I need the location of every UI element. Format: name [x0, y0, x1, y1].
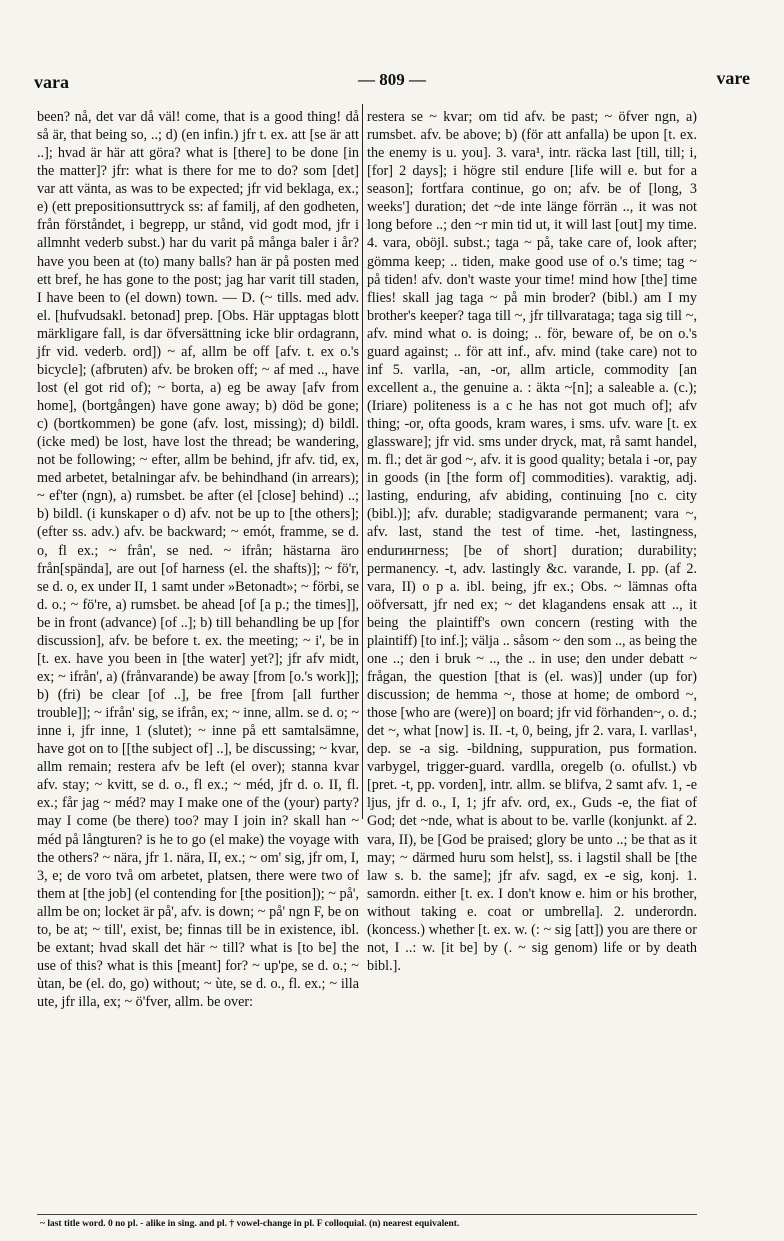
- right-column-text: restera se ~ kvar; om tid afv. be past; ~ öfver ngn, a) rumsbet. afv. be above; b) (för att anfalla) be upon [t. ex. the enemy is u. you]. 3. vara¹, intr. räcka last [till, till; i, [for] 2 days]; i högre stil endure [life will e. but for a season]; fortfara continue, go on; afv. be of [long, 3 weeks'] duration; det ~de inte länge förrän .., it was not long before ..; den ~r min tid ut, it will last [out] my time. 4. vara, oböjl. subst.; taga ~ på, take care of, look after; gömma keep; .. tiden, make good use of o.'s time; tag ~ på tiden! afv. don't waste your time! mind how [the] time flies! skall jag taga ~ på min broder? (bibl.) am I my brother's keeper? taga till ~, jfr tillvarataga; taga sig till ~, afv. mind what o. is doing; .. för, beware of, be on o.'s guard against; .. för att inf., afv. mind (take care) not to inf 5. varlla, -an, -or, allm article, commodity [an excellent a., the genuine a. : äkta ~[n]; a saleable a. (c.); (Iriare) politeness is a c he has not got much of]; afv thing; -or, ofta goods, kram wares, i sms. ufv. ware [t. ex glassware]; jfr vid. sms under dryck, mat, rå samt handel, m. fl.; det är god ~, afv. it is good quality; betala i -or, pay in goods (in [the form of] commodities). varaktig, adj. lasting, enduring, afv abiding, continuing [no c. city (bibl.)]; afv. durable; stadigvarande permanent; vara ~, afv. last, stand the test of time. -het, lastingness, endurингness; [be of short] duration; durability; permanency. -t, adv. lastingly &c. varande, I. pp. (af 2. vara, II) o p a. ibl. being, jfr ex.; Obs. ~ lämnas ofta oöfversatt, jfr ned ex; ~ det klagandens ensak att .., it being the plaintiff's own concern (resting with the plaintiff) [to inf.]; välja .. såsom ~ den som .., as being the one ..; den i bruk ~ .., the .. in use; den under debatt ~ frågan, the question [that is (el. was)] under (up for) discussion; de hemma ~, those at home; de ombord ~, those [who are (were)] on board; jfr vid förhanden~, o. d.; det ~, what [now] is. II. -t, 0, being, jfr 2. vara, I. varllas¹, dep. se -a sig. -bildning, suppuration, pus formation. varbygel, trigger-guard. vardlla, oregelb (o. ofullst.) vb [pret. -t, pp. vorden], intr. allm. se blifva, 2 samt afv. 1, -e ljus, jfr d. o., I, 1; jfr afv. ord, ex., Guds -e, the fiat of God; det ~nde, what is about to be. varlle (konjunkt. af 2. vara, II), be [God be praised; glory be unto ..; be that as it may; ~ därmed huru som helst], ss. i lagstil shall be [the law s. b. the same]; jfr afv. sagd, ex -e sig, konj. 1. samordn. either [t. ex. I don't know e. him or his brother, without taking e. coat or umbrella]. 2. underordn. (koncess.) whether [t. ex. w. (: ~ sig [att]) you are there or not, I ..: w. [it be] by (. ~ sig genom) life or by death bibl.].: [367, 109, 697, 974]
- header-right-word: vare: [716, 68, 750, 88]
- left-column: [37, 108, 359, 1011]
- right-column: [367, 108, 697, 975]
- page-header: [34, 64, 750, 92]
- abbreviation-legend: ~ last title word. 0 no pl. - alike in sing. and pl. † vowel-change in pl. F colloquial. (n) nearest equivalent.: [40, 1219, 460, 1229]
- footer-divider: [37, 1214, 697, 1215]
- left-column-text: been? nå, det var då väl! come, that is a good thing! då så är, that being so, ..; d) (en infin.) jfr t. ex. att [se är att ..]; hvad är här att göra? what is [there] to be done [in the matter]? jfr: what is there for me to do? som [det] var att vänta, as was to be expected; jfr vid beklaga, ex.; e) (ett prepositionsuttryck ss: af familj, af den godheten, från förståndet, i begrepp, ur stånd, vid godt mod, jfr i allmnht vederb subst.) har du varit på många baler i år? have you been at (to) many balls? han är på posten med ett bref, he has gone to the post; jag har varit till staden, I have been to (el down) town. — D. (~ tills. med adv. el. [hufvudsakl. betonad] prep. [Obs. Här upptagas blott märkligare fall, is dar öfversättning icke blir ordagrann, jfr vid. vederb. ord]) ~ af, allm be off [afv. t. ex o.'s bicycle]; (afbruten) afv. be broken off; ~ af med .., have lost (el got rid of); ~ borta, a) eg be away [afv from home], (bortgången) have gone away; b) död be gone; c) (bortkommen) be gone (afv. lost, missing); d) bildl. (icke med) be lost, have lost the thread; be wandering, not be following; ~ efter, allm be behind, jfr afv. tid, ex, med arbetet, betalningar afv. be behindhand (in arrears); ~ ef'ter (ngn), a) rumsbet. be after (el [close] behind) ..; b) bildl. (i kunskaper o d) afv. not be up to [the others]; (efter ss. adv.) afv. be backward; ~ emót, framme, se d. o, fl ex.; ~ från', se ned. ~ ifrån; hästarna äro från[spända], are out [of harness (el. the shafts)]; ~ fö'r, se d. o, ex under II, 1 samt under »Betonadt»; ~ förbi, se d. o.; ~ fö're, a) rumsbet. be ahead [of [a p.; the times]], be in front (advance) [of ..]; b) till behandling be up [for discussion], afv. be before t. ex. the meeting; ~ i', be in [t. ex. have you been in [the water] yet?]; jfr afv midt, ex; ~ ifrån', a) (frånvarande) be away [from [o.'s work]]; b) (fri) be clear [of ..], be free [from [all further trouble]]; ~ ifrån' sig, se ifrån, ex; ~ inne, allm. se d. o; ~ inne i, jfr inne, 1 (slutet); ~ inne på ett samtalsämne, have got on to [[the subject of] ..], be discussing; ~ kvar, allm remain; restera afv be left (el over); stanna kvar afv. stay; ~ kvitt, se d. o., fl ex.; ~ méd, jfr d. o. II, fl. ex.; får jag ~ méd? may I make one of the (your) party? may I come (be there) too? may I join in? skall han ~ méd på långturen? is he to go (el make) the voyage with the others? ~ nära, jfr 1. nära, II, ex.; ~ om' sig, jfr om, I, 3, e; de voro två om arbetet, platsen, there were two of them at [the job] (el contending for [the position]); ~ på', allm be on; locket är på', afv. is down; ~ på' ngn F, be on to, be at; ~ till', exist, be; finnas till be in existence, ibl. be extant; hvad skall det här ~ till? what is [to be] the use of this? what is this [meant] for? ~ up'pe, se d. o.; ~ ùtan, be (el. do, go) without; ~ ùte, se d. o., fl. ex.; ~ illa ute, jfr illa, ex; ~ ö'fver, allm. be over:: [37, 109, 359, 1011]
- page-number: — 809 —: [358, 70, 426, 89]
- header-left-word: vara: [34, 72, 69, 92]
- column-divider: [362, 104, 363, 819]
